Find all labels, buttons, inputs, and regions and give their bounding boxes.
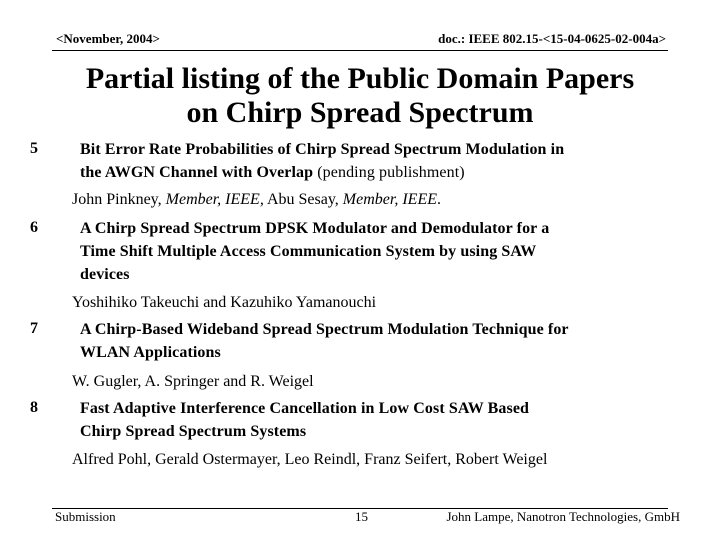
footer-page-number: 15 <box>355 509 368 524</box>
footer-author: John Lampe, Nanotron Technologies, GmbH <box>446 509 680 524</box>
paper-title <box>80 318 700 364</box>
author-name: John Pinkney, <box>72 191 166 208</box>
paper-number: 5 <box>30 140 38 157</box>
paper-title-line: Chirp Spread Spectrum Systems <box>80 423 307 440</box>
author-role: Member, IEEE, <box>165 191 264 208</box>
paper-title-line: Time Shift Multiple Access Communication System by using SAW <box>80 243 537 260</box>
paper-title-line: Bit Error Rate Probabilities of Chirp Spread Spectrum Modulation in <box>80 141 565 158</box>
paper-title <box>80 138 700 184</box>
paper-title-line: Fast Adaptive Interference Cancellation in Low Cost SAW Based <box>80 400 530 417</box>
paper-title-text: the AWGN Channel with Overlap <box>80 164 314 181</box>
paper-authors: Alfred Pohl, Gerald Ostermayer, Leo Reindl, Franz Seifert, Robert Weigel <box>72 451 548 468</box>
paper-number: 8 <box>30 399 38 416</box>
paper-title-line: A Chirp-Based Wideband Spread Spectrum Modulation Technique for <box>80 321 569 338</box>
paper-number: 7 <box>30 320 38 337</box>
paper-title-line: A Chirp Spread Spectrum DPSK Modulator and Demodulator for a <box>80 220 550 237</box>
paper-title-line: devices <box>80 266 130 283</box>
paper-title <box>80 397 700 443</box>
header-doc-id: doc.: IEEE 802.15-<15-04-0625-02-004a> <box>438 31 666 46</box>
paper-authors: Yoshihiko Takeuchi and Kazuhiko Yamanouchi <box>72 294 377 311</box>
paper-number: 6 <box>30 219 38 236</box>
header-date: <November, 2004> <box>56 31 160 46</box>
slide-title-line2: on Chirp Spread Spectrum <box>186 96 534 129</box>
paper-title-line: WLAN Applications <box>80 344 221 361</box>
header-rule <box>52 50 668 51</box>
author-name: Abu Sesay, <box>263 191 343 208</box>
footer-submission: Submission <box>55 509 116 524</box>
slide-title-line1: Partial listing of the Public Domain Papers <box>85 62 635 95</box>
paper-title <box>80 217 700 286</box>
slide-title <box>30 62 690 130</box>
paper-status-note: (pending publishment) <box>313 164 465 181</box>
paper-authors: W. Gugler, A. Springer and R. Weigel <box>72 373 314 390</box>
paper-title-line <box>80 161 700 184</box>
author-tail: . <box>436 191 441 208</box>
paper-authors <box>72 190 692 210</box>
author-role: Member, IEEE <box>342 191 437 208</box>
